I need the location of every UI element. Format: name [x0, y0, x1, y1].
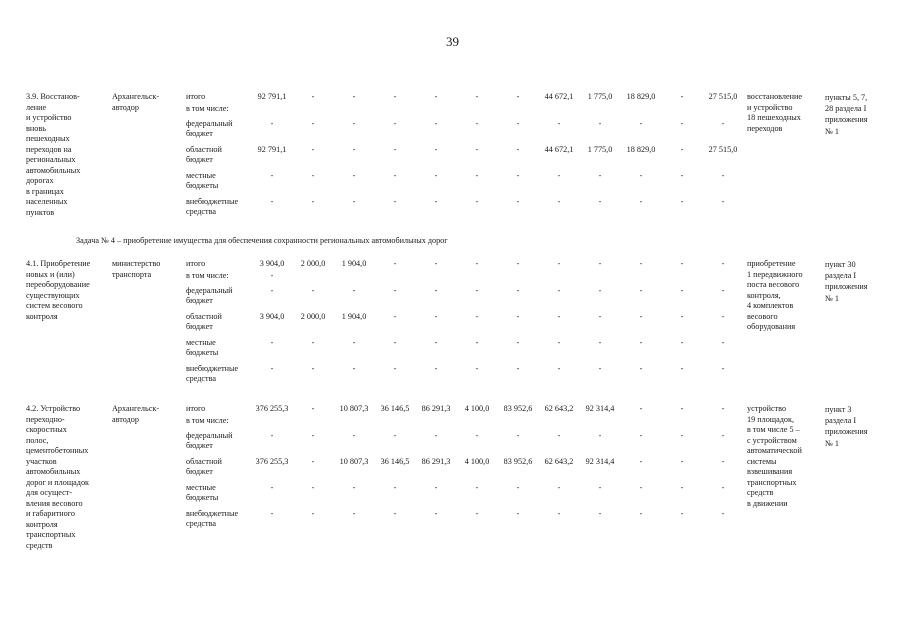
funding-value: -: [721, 364, 725, 373]
funding-value: -: [680, 259, 684, 268]
funding-value: -: [680, 457, 684, 466]
funding-value: -: [680, 286, 684, 295]
funding-value: -: [393, 509, 397, 518]
page-number: 39: [446, 34, 459, 49]
funding-value: -: [639, 509, 643, 518]
funding-value: -: [311, 286, 315, 295]
funding-value: -: [434, 286, 438, 295]
funding-value: -: [557, 364, 561, 373]
funding-value: -: [393, 483, 397, 492]
funding-value: 36 146,5: [380, 457, 410, 466]
funding-value: -: [680, 364, 684, 373]
funding-value: 4 100,0: [464, 404, 490, 413]
funding-value: -: [393, 145, 397, 154]
funding-value: -: [721, 483, 725, 492]
expected-result: приобретение 1 передвижного поста весового контроля, 4 комплектов весового оборудования: [747, 259, 803, 331]
funding-value: -: [311, 92, 315, 101]
funding-source-label: внебюджетные средства: [186, 197, 239, 216]
funding-value: 83 952,6: [503, 457, 533, 466]
funding-value: -: [393, 259, 397, 268]
funding-value: -: [270, 119, 274, 128]
funding-value: -: [434, 119, 438, 128]
funding-value: 44 672,1: [544, 92, 574, 101]
funding-source-label: в том числе:: [186, 271, 229, 280]
funding-value: -: [393, 171, 397, 180]
funding-value: -: [557, 431, 561, 440]
funding-value: 4 100,0: [464, 457, 490, 466]
funding-value: -: [311, 119, 315, 128]
funding-source-label: итого: [186, 404, 206, 413]
funding-value: -: [434, 483, 438, 492]
funding-value: -: [311, 457, 315, 466]
funding-value: -: [680, 197, 684, 206]
funding-value: -: [352, 92, 356, 101]
funding-value: 86 291,3: [421, 404, 451, 413]
funding-value: -: [680, 431, 684, 440]
funding-value: -: [680, 509, 684, 518]
measure-name: 3.9. Восстанов- ление и устройство вновь пешеходных переходов на региональных автомобильных дорогах в границах населенных пунктов: [26, 92, 81, 217]
funding-value: -: [352, 483, 356, 492]
funding-value: -: [598, 483, 602, 492]
funding-value: -: [557, 483, 561, 492]
funding-source-label: в том числе:: [186, 416, 229, 425]
funding-value: -: [393, 119, 397, 128]
funding-value: -: [639, 364, 643, 373]
funding-value: 376 255,3: [255, 457, 289, 466]
funding-value: -: [475, 509, 479, 518]
funding-source-label: федеральный бюджет: [186, 431, 233, 450]
funding-value: -: [598, 119, 602, 128]
funding-value: -: [311, 338, 315, 347]
funding-value: -: [516, 431, 520, 440]
funding-value: -: [352, 431, 356, 440]
funding-value: -: [639, 171, 643, 180]
funding-source-label: федеральный бюджет: [186, 286, 233, 305]
funding-value: -: [639, 312, 643, 321]
funding-value: -: [475, 119, 479, 128]
funding-value: -: [557, 119, 561, 128]
funding-value: -: [721, 119, 725, 128]
funding-value: -: [475, 338, 479, 347]
executor: министерство транспорта: [112, 259, 161, 279]
funding-source-label: внебюджетные средства: [186, 509, 239, 528]
funding-value: -: [598, 338, 602, 347]
funding-value: -: [721, 509, 725, 518]
funding-value: -: [680, 404, 684, 413]
funding-value: 27 515,0: [708, 145, 738, 154]
funding-value: -: [721, 171, 725, 180]
funding-value: -: [680, 92, 684, 101]
funding-value: -: [311, 197, 315, 206]
funding-value: -: [352, 509, 356, 518]
funding-value: -: [434, 171, 438, 180]
funding-value: -: [680, 171, 684, 180]
funding-value: 1 775,0: [587, 92, 613, 101]
funding-value: 3 904,0: [259, 312, 285, 321]
funding-value: -: [516, 259, 520, 268]
funding-value: -: [434, 364, 438, 373]
funding-value: -: [270, 509, 274, 518]
funding-value: -: [352, 197, 356, 206]
funding-source-label: местные бюджеты: [186, 338, 219, 357]
executor: Архангельск- автодор: [112, 92, 160, 112]
funding-value: -: [639, 338, 643, 347]
funding-value: -: [270, 338, 274, 347]
funding-value: -: [434, 197, 438, 206]
funding-value: -: [721, 312, 725, 321]
funding-value: -: [311, 171, 315, 180]
funding-value: -: [680, 145, 684, 154]
funding-value: -: [639, 119, 643, 128]
funding-value: -: [721, 431, 725, 440]
funding-value: 92 791,1: [257, 145, 287, 154]
funding-source-label: областной бюджет: [186, 145, 222, 164]
funding-value: -: [475, 312, 479, 321]
funding-value: -: [680, 483, 684, 492]
funding-value: -: [557, 259, 561, 268]
funding-value: 1 775,0: [587, 145, 613, 154]
funding-value: -: [352, 171, 356, 180]
funding-value: -: [434, 509, 438, 518]
funding-value: -: [475, 431, 479, 440]
funding-value: 83 952,6: [503, 404, 533, 413]
plan-reference: пункт 30 раздела I приложения № 1: [825, 260, 868, 303]
funding-value: -: [516, 312, 520, 321]
funding-value: 92 314,4: [585, 404, 615, 413]
funding-value: 3 904,0: [259, 259, 285, 268]
measure-name: 4.2. Устройство переходно- скоростных полос, цементобетонных участков автомобильных дорог и площадок для осущест- вления весового и габаритного контроля транспортных средств: [26, 404, 90, 550]
funding-value: -: [352, 338, 356, 347]
funding-value: -: [311, 364, 315, 373]
funding-value: -: [270, 286, 274, 295]
funding-value: -: [475, 171, 479, 180]
funding-value: 36 146,5: [380, 404, 410, 413]
funding-value: -: [557, 171, 561, 180]
funding-value: -: [311, 145, 315, 154]
funding-value: -: [270, 431, 274, 440]
funding-value: 1 904,0: [341, 259, 367, 268]
funding-value: -: [311, 509, 315, 518]
funding-value: 18 829,0: [626, 92, 656, 101]
funding-source-label: итого: [186, 92, 206, 101]
funding-value: -: [639, 457, 643, 466]
funding-value: -: [516, 145, 520, 154]
funding-value: -: [516, 286, 520, 295]
expected-result: восстановление и устройство 18 пешеходных переходов: [747, 92, 803, 133]
funding-value: -: [270, 364, 274, 373]
funding-value: -: [721, 197, 725, 206]
funding-source-label: областной бюджет: [186, 457, 222, 476]
funding-value: -: [516, 364, 520, 373]
funding-source-label: местные бюджеты: [186, 483, 219, 502]
funding-value: -: [721, 259, 725, 268]
funding-value: -: [352, 119, 356, 128]
funding-value: -: [721, 457, 725, 466]
funding-source-label: областной бюджет: [186, 312, 222, 331]
funding-value: -: [721, 286, 725, 295]
funding-value: -: [393, 92, 397, 101]
funding-value: 27 515,0: [708, 92, 738, 101]
funding-value: -: [393, 312, 397, 321]
funding-value: -: [516, 92, 520, 101]
funding-value: -: [475, 286, 479, 295]
funding-value: -: [270, 483, 274, 492]
plan-reference: пункты 5, 7, 28 раздела I приложения № 1: [825, 93, 868, 136]
funding-value: -: [270, 197, 274, 206]
funding-value: -: [352, 364, 356, 373]
funding-value: -: [516, 171, 520, 180]
funding-value: -: [598, 509, 602, 518]
funding-source-label: федеральный бюджет: [186, 119, 233, 138]
funding-value: -: [639, 404, 643, 413]
funding-value: 92 314,4: [585, 457, 615, 466]
funding-value: -: [598, 312, 602, 321]
funding-value: -: [270, 171, 274, 180]
funding-value: 2 000,0: [300, 259, 326, 268]
funding-value: -: [270, 271, 274, 280]
funding-value: -: [434, 338, 438, 347]
funding-value: -: [393, 286, 397, 295]
funding-value: -: [311, 431, 315, 440]
funding-value: -: [557, 286, 561, 295]
funding-value: -: [516, 483, 520, 492]
funding-value: -: [598, 259, 602, 268]
funding-value: -: [680, 338, 684, 347]
funding-value: -: [516, 197, 520, 206]
funding-value: 44 672,1: [544, 145, 574, 154]
funding-value: 18 829,0: [626, 145, 656, 154]
measure-name: 4.1. Приобретение новых и (или) переоборудование существующих систем весового контроля: [26, 259, 91, 321]
funding-value: -: [311, 404, 315, 413]
plan-reference: пункт 3 раздела I приложения № 1: [825, 405, 868, 448]
funding-source-label: итого: [186, 259, 206, 268]
funding-value: -: [311, 483, 315, 492]
funding-value: -: [475, 197, 479, 206]
funding-value: -: [639, 286, 643, 295]
funding-value: -: [598, 286, 602, 295]
funding-value: -: [721, 404, 725, 413]
executor: Архангельск- автодор: [112, 404, 160, 424]
funding-value: -: [598, 431, 602, 440]
funding-value: -: [434, 431, 438, 440]
funding-value: -: [557, 509, 561, 518]
funding-source-label: внебюджетные средства: [186, 364, 239, 383]
task-title: Задача № 4 – приобретение имущества для обеспечения сохранности региональных автомобильных дорог: [76, 236, 448, 245]
funding-value: -: [639, 259, 643, 268]
funding-value: -: [352, 145, 356, 154]
funding-value: -: [475, 92, 479, 101]
funding-value: 1 904,0: [341, 312, 367, 321]
funding-value: 2 000,0: [300, 312, 326, 321]
funding-value: -: [393, 197, 397, 206]
funding-value: 92 791,1: [257, 92, 287, 101]
funding-source-label: местные бюджеты: [186, 171, 219, 190]
funding-value: -: [557, 312, 561, 321]
funding-value: -: [557, 338, 561, 347]
funding-source-label: в том числе:: [186, 104, 229, 113]
funding-value: 376 255,3: [255, 404, 289, 413]
funding-value: -: [393, 431, 397, 440]
funding-value: -: [680, 119, 684, 128]
funding-value: 10 807,3: [339, 457, 369, 466]
funding-value: -: [516, 509, 520, 518]
funding-value: -: [475, 364, 479, 373]
expected-result: устройство 19 площадок, в том числе 5 – с устройством автоматической системы взвешивания транспортных средств в движении: [747, 404, 802, 508]
funding-value: -: [598, 364, 602, 373]
funding-value: -: [434, 259, 438, 268]
funding-value: -: [434, 145, 438, 154]
funding-value: -: [352, 286, 356, 295]
funding-value: -: [393, 338, 397, 347]
funding-value: -: [434, 92, 438, 101]
funding-value: -: [639, 483, 643, 492]
funding-value: 62 643,2: [544, 404, 574, 413]
funding-value: -: [557, 197, 561, 206]
funding-value: -: [516, 119, 520, 128]
funding-value: 10 807,3: [339, 404, 369, 413]
funding-value: -: [639, 197, 643, 206]
funding-value: 62 643,2: [544, 457, 574, 466]
funding-value: -: [393, 364, 397, 373]
funding-value: -: [475, 145, 479, 154]
funding-value: -: [475, 259, 479, 268]
funding-value: -: [598, 171, 602, 180]
funding-value: -: [434, 312, 438, 321]
funding-value: 86 291,3: [421, 457, 451, 466]
funding-value: -: [598, 197, 602, 206]
funding-value: -: [516, 338, 520, 347]
funding-value: -: [721, 338, 725, 347]
funding-value: -: [680, 312, 684, 321]
funding-value: -: [475, 483, 479, 492]
funding-value: -: [639, 431, 643, 440]
